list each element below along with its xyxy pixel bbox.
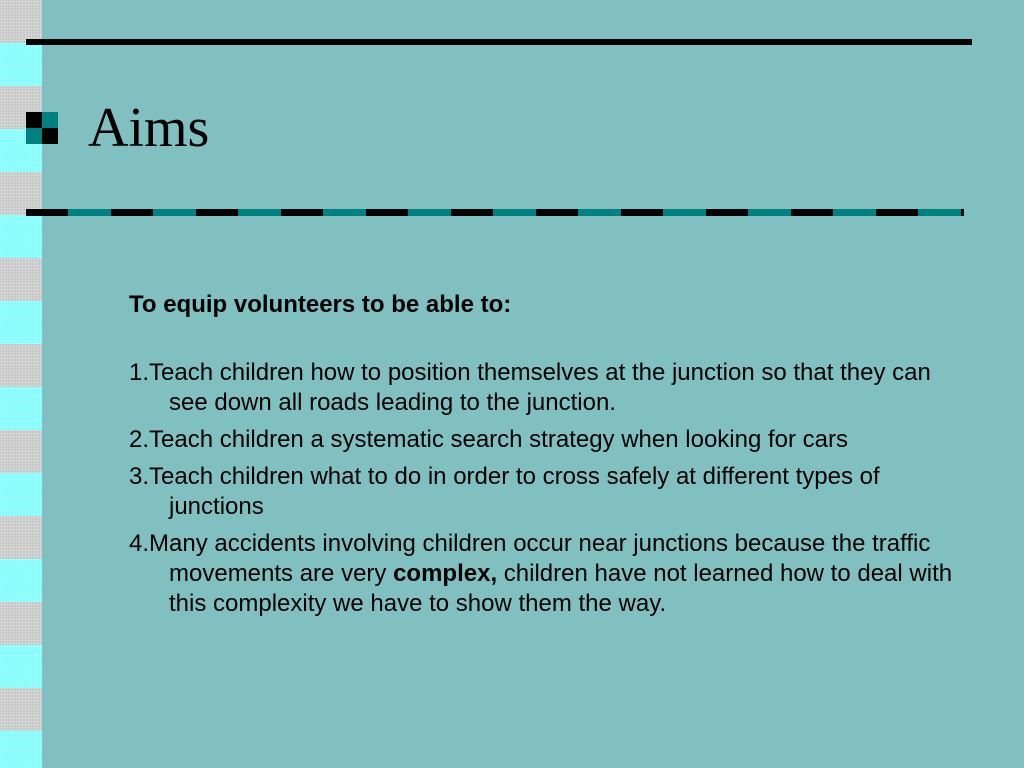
item-emphasis: complex, [393, 560, 498, 587]
item-text: Teach children what to do in order to cross safely at different types of junctions [149, 463, 880, 520]
slide-title: Aims [88, 97, 210, 159]
item-text: children have not learned how to deal with this complexity we have to show them the way. [169, 560, 953, 617]
list-item [129, 425, 959, 455]
item-number: 1. [129, 359, 150, 386]
square-bullet-icon [26, 112, 58, 144]
item-number: 4. [129, 530, 150, 557]
dashed-divider [26, 209, 964, 216]
list-item [129, 462, 959, 522]
item-text: Teach children how to position themselves at the junction so that they can see down all roads leading to the junction. [149, 359, 931, 416]
aims-list [129, 358, 959, 619]
item-number: 2. [129, 426, 150, 453]
item-number: 3. [129, 463, 150, 490]
list-item [129, 529, 959, 619]
top-rule [26, 39, 972, 45]
subheading: To equip volunteers to be able to: [129, 291, 512, 318]
slide-body [129, 290, 959, 626]
item-text: Many accidents involving children occur near junctions because the traffic movements are very [149, 530, 931, 587]
item-text: Teach children a systematic search strategy when looking for cars [149, 426, 849, 453]
list-item [129, 358, 959, 418]
